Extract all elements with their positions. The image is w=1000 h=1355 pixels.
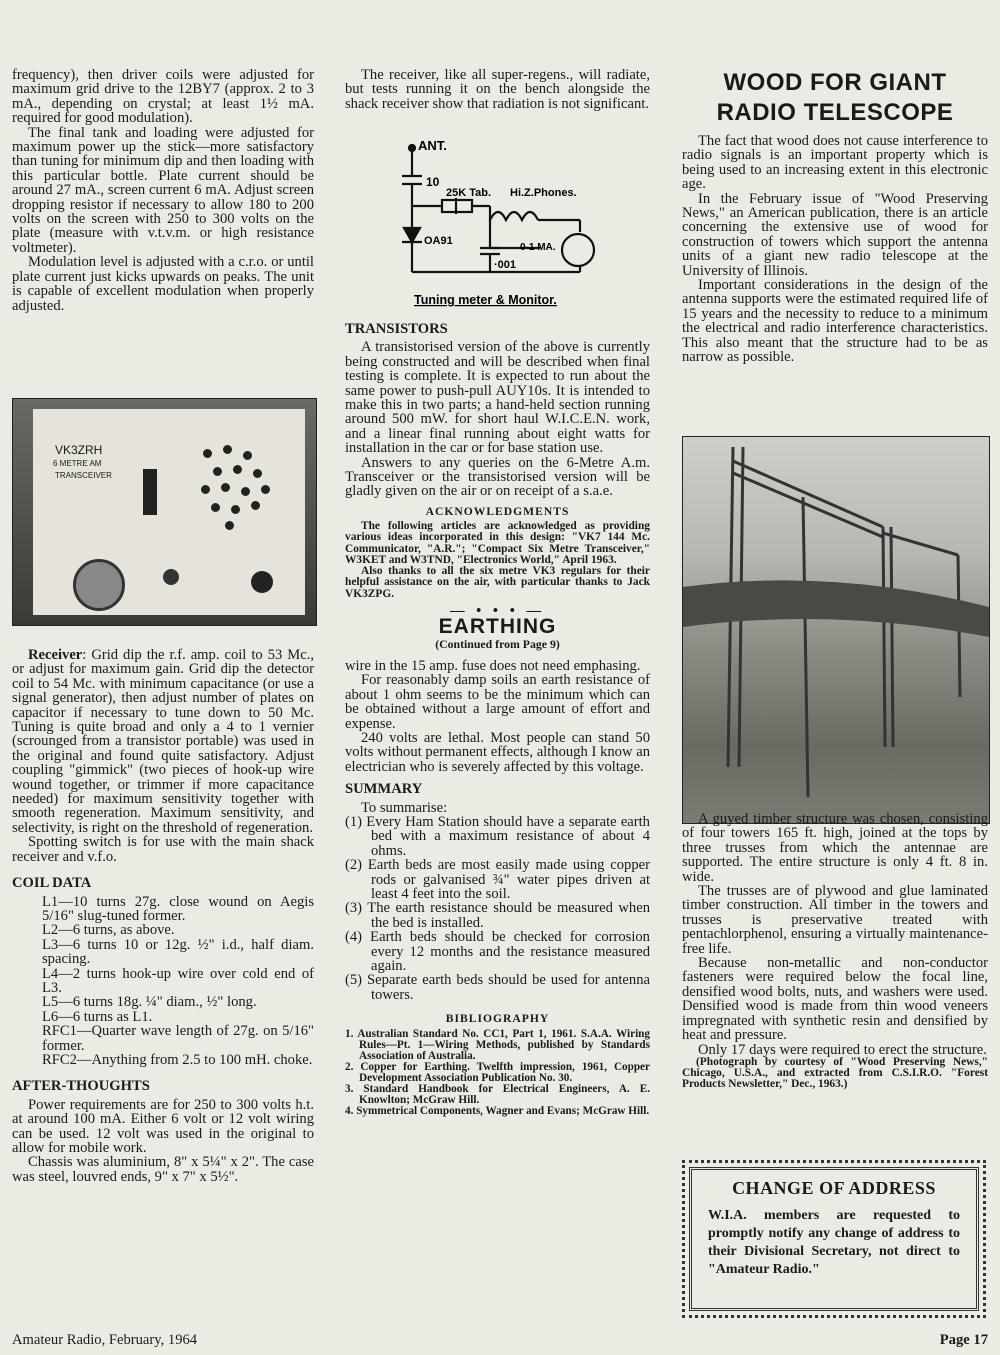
tuning-meter-circuit-diagram [400,132,610,312]
acknowledgment-text: The following articles are acknowledged as providing various ideas incorporated in this design: "VK7 144 Mc. Communicator, "A.R."; "Compact Six Metre Transceiver," W3KET and W3TND, "Electronics World," April 1963. [345,520,650,566]
coil-item: RFC2—Anything from 2.5 to 100 mH. choke. [42,1051,313,1068]
earthing-heading: EARTHING [438,615,557,639]
receiver-text: : Grid dip the r.f. amp. coil to 53 Mc., or adjust for maximum gain. Grid dip the detector coil to 54 Mc. with minimum capacitance (or use a signal generator), then adjust number of plates on capacitor if necessary to tune down to 50 Mc. Tuning is quite broad and only a 4 to 1 vernier (scrounged from a transistor portable) was used in the original and found quite satisfactory. Adjust coupling "gimmick" (two pieces of hook-up wire wound together, or trimmer if more capacitance needed) for maximum sensitivity together with smooth regeneration. Maximum sensitivity, and selectivity, is right on the threshold of regeneration. [12,647,314,836]
column-3-continued [682,812,988,1091]
radio-telescope-photo [682,436,990,824]
circuit-label: 0-1 MA. [520,242,556,253]
photo-credit: (Photograph by courtesy of "Wood Preserving News," Chicago, U.S.A., and extracted from C.S.I.R.O. "Forest Products Newsletter," Dec., 1963.) [682,1055,988,1091]
paragraph: In the February issue of "Wood Preserving News," an American publication, there is an article concerning the extensive use of wood for construction of towers which support the antenna units of a giant new radio telescope at the University of Illinois. [682,190,988,279]
coil-list [12,895,314,1068]
coil-item: L2—6 turns, as above. [42,922,175,939]
paragraph: Important considerations in the design of the antenna supports were the estimated required life of 15 years and the necessity to reduce to a minimum the electrical and radio interference characteristics. This also meant that the structure had to be as narrow as possible. [682,277,988,366]
bibliography-item: 3. Standard Handbook for Electrical Engineers, A. E. Knowlton; McGraw Hill. [345,1082,650,1106]
coil-item: L5—6 turns 18g. ¼" diam., ½" long. [42,994,257,1011]
paragraph: For reasonably damp soils an earth resistance of about 1 ohm seems to be the minimum which can be obtained without a large amount of effort and expense. [345,672,650,732]
coil-item: L3—6 turns 10 or 12g. ½" i.d., half diam. spacing. [42,936,314,968]
summary-item: (5) Separate earth beds should be used for antenna towers. [345,972,650,1003]
bibliography-item: 2. Copper for Earthing. Twelfth impression, 1961, Copper Development Association Publication No. 30. [345,1060,650,1084]
paragraph: The trusses are of plywood and glue laminated timber construction. All timber in the towers and trusses is preservative treated with pentachlorphenol, ensuring a virtually maintenance-free life. [682,883,988,957]
coil-item: L1—10 turns 27g. close wound on Aegis 5/16" slug-tuned former. [42,893,314,924]
change-of-address-text: W.I.A. members are requested to promptly notify any change of address to their Divisional Secretary, not direct to "Amateur Radio." [708,1208,960,1277]
change-of-address-heading: CHANGE OF ADDRESS [732,1178,936,1198]
paragraph: wire in the 15 amp. fuse does not need emphasing. [345,657,641,674]
timber-towers-illustration [683,437,989,823]
circuit-label: OA91 [424,235,453,247]
photo-label: 6 METRE AM [53,459,102,468]
paragraph: Spotting switch is for use with the main shack receiver and v.f.o. [12,834,314,865]
circuit-label: Hi.Z.Phones. [510,187,577,199]
column-1-continued [12,648,314,1184]
photo-label: VK3ZRH [55,443,103,457]
bibliography-item: 1. Australian Standard No. CC1, Part 1, 1961. S.A.A. Wiring Rules—Pt. 1—Wiring Methods, published by Standards Association of Australia. [345,1027,650,1062]
bibliography-item: 4. Symmetrical Components, Wagner and Evans; McGraw Hill. [345,1104,650,1117]
article-title: WOOD FOR GIANT RADIO TELESCOPE [716,69,954,126]
circuit-label: ANT. [418,138,447,153]
coil-item: RFC1—Quarter wave length of 27g. on 5/16" former. [42,1023,314,1054]
summary-item: (3) The earth resistance should be measured when the bed is installed. [345,900,650,931]
coil-item: L4—2 turns hook-up wire over cold end of L3. [42,965,314,996]
column-1 [12,68,314,313]
paragraph: Modulation level is adjusted with a c.r.o. or until plate current just kicks upwards on peaks. The unit is capable of excellent modulation when properly adjusted. [12,254,314,314]
bibliography-heading: BIBLIOGRAPHY [445,1012,550,1026]
circuit-label: 25K Tab. [446,187,492,199]
photo-label: TRANSCEIVER [55,471,112,480]
after-thoughts-heading: AFTER-THOUGHTS [12,1078,150,1095]
paragraph: The receiver, like all super-regens., will radiate, but tests running it on the bench alongside the shack receiver show that radiation is not significant. [345,67,650,112]
summary-item: (4) Earth beds should be checked for corrosion every 12 months and the resistance measured again. [345,929,650,975]
summary-item: (1) Every Ham Station should have a separate earth bed with a maximum resistance of about 4 ohms. [345,813,650,859]
receiver-label: Receiver [28,647,83,663]
coil-data-heading: COIL DATA [12,875,92,892]
paragraph: Chassis was aluminium, 8" x 5¼" x 2". The case was steel, louvred ends, 9" x 7" x 5½". [12,1154,314,1185]
circuit-label: ·001 [494,259,517,271]
circuit-caption: Tuning meter & Monitor. [414,293,557,307]
summary-heading: SUMMARY [345,781,423,798]
column-3 [682,68,988,365]
column-2-continued [345,322,650,1117]
change-of-address-box [682,1160,986,1318]
paragraph: 240 volts are lethal. Most people can stand 50 volts without permanent effects, although I know an electrician who is severely affected by this voltage. [345,729,650,775]
paragraph: Power requirements are for 250 to 300 volts h.t. at around 100 mA. Either 6 volt or 12 volt wiring can be used. 12 volt was used in the original to allow for mobile work. [12,1096,314,1156]
paragraph: Only 17 days were required to erect the structure. [698,1041,987,1058]
paragraph: Because non-metallic and non-conductor fasteners were required below the focal line, densified wood bolts, nuts, and washers were used. Densified wood is made from thin wood veneers impregnated with synthetic resin and densified by heat and pressure. [682,955,988,1044]
column-2 [345,68,650,111]
summary-list [345,815,650,1002]
coil-item: L6—6 turns as L1. [42,1008,153,1025]
paragraph: To summarise: [361,799,448,816]
transceiver-photo [12,398,317,626]
footer-page-number: Page 17 [939,1332,988,1348]
paragraph: The fact that wood does not cause interference to radio signals is an important property which is being used to an increasing extent in this electronic age. [682,133,988,193]
paragraph: Answers to any queries on the 6-Metre A.m. Transceiver or the transistorised version will be gladly given on the air or on receipt of a s.a.e. [345,454,650,500]
acknowledgments-heading: ACKNOWLEDGMENTS [425,504,570,518]
paragraph: frequency), then driver coils were adjusted for maximum grid drive to the 12BY7 (approx. 2 to 3 mA., depending on crystal; at least 1½ mA. required for good modulation). [12,67,314,127]
footer-publication: Amateur Radio, February, 1964 [12,1332,198,1348]
paragraph: A guyed timber structure was chosen, consisting of four towers 165 ft. high, joined at the tops by three trusses from which the antennae are supported. The entire structure is only 4 ft. 8 in. wide. [682,811,988,885]
acknowledgment-text: Also thanks to all the six metre VK3 regulars for their helpful assistance on the air, with particular thanks to Jack VK3ZPG. [345,565,650,600]
paragraph: A transistorised version of the above is currently being constructed and will be described when final testing is complete. It is expected to run about the same power to push-pull AUY10s. It is intended to make this in two parts; a hand-held section running around 500 mW. for short haul W.I.C.E.N. work, and a linear final running about eight watts for installation in the car or for base station use. [345,339,650,457]
transistors-heading: TRANSISTORS [345,321,448,337]
circuit-label: 10 [426,175,440,189]
continued-note: (Continued from Page 9) [435,636,560,651]
transceiver-front-panel [33,409,305,615]
paragraph: The final tank and loading were adjusted for maximum power up the stick—more satisfactory than tuning for minimum dip and then loading with this particular bottle. Plate current should be around 27 mA., screen current 6 mA. Adjust screen dropping resistor if necessary to allow 180 to 200 volts on the screen with 250 to 300 volts on the plate (measure with v.t.v.m. or high resistance voltmeter). [12,124,314,256]
section-divider: — • • • — [449,602,546,619]
summary-item: (2) Earth beds are most easily made using copper rods or galvanised ¾" water pipes driven at least 4 feet into the soil. [345,857,650,903]
